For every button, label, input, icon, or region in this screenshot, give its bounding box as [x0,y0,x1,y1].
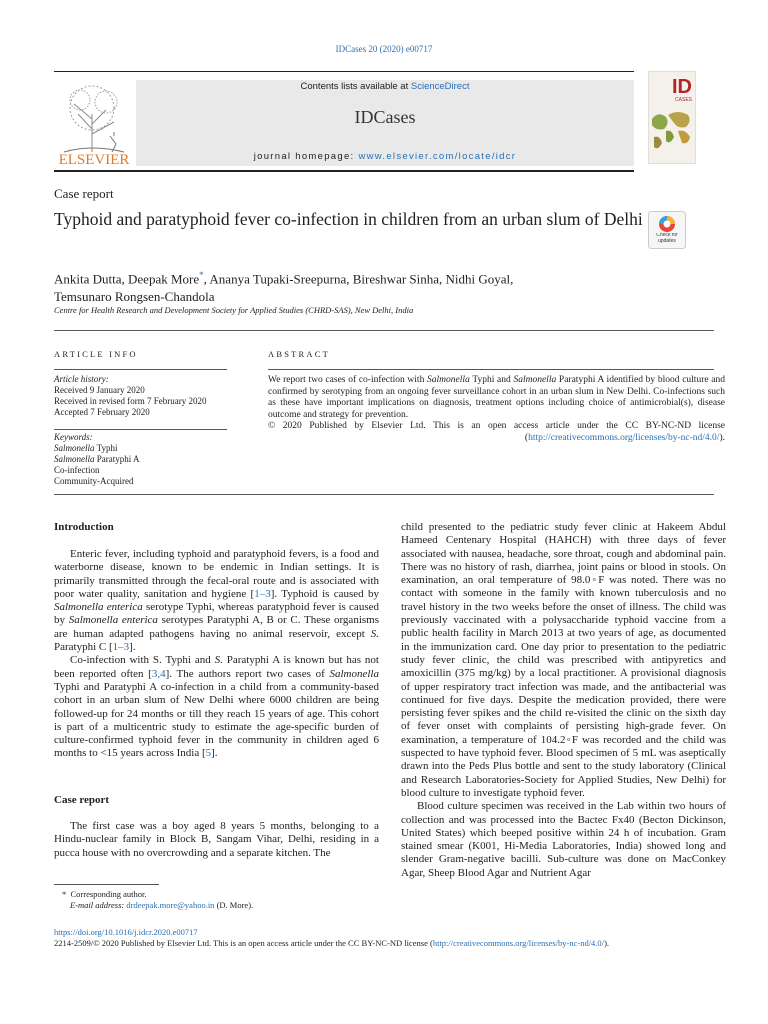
journal-homepage-link[interactable]: www.elsevier.com/locate/idcr [358,151,517,162]
check-for-updates-badge[interactable] [648,211,686,249]
journal-reference[interactable]: IDCases 20 (2020) e00717 [335,44,433,54]
citation-link[interactable]: 1–3 [254,587,271,600]
cover-id-text: ID [672,76,692,98]
divider [54,494,714,495]
article-info-heading: ARTICLE INFO [54,349,138,359]
masthead-bottom-rule [54,170,634,172]
divider [54,369,227,370]
doi-link[interactable]: https://doi.org/10.1016/j.idcr.2020.e00717 [54,927,198,937]
introduction-heading: Introduction [54,521,114,533]
elsevier-wordmark: ELSEVIER [58,152,130,166]
article-history: Article history: Received 9 January 2020 Received in revised form 7 February 2020 Accepted 7 February 2020 [54,374,207,417]
footer-license: 2214-2509/© 2020 Published by Elsevier Ltd. This is an open access article under the CC BY-NC-ND license (http://creativecommons.org/licenses/by-nc-nd/4.0/). [54,938,610,948]
introduction-body: Enteric fever, including typhoid and paratyphoid fevers, is a food and waterborne disease, known to be endemic in Indian settings. It is primarily transmitted through the fecal-oral route and is associated with poor water quality, sanitation and hygiene [1–3]. Typhoid is caused by Salmonella enterica serotype Typhi, whereas paratyphoid fever is caused by Salmonella enterica serotypes Paratyphi A, B or C. These organisms are human adapted pathogens having no animal reservoir, except S. Paratyphi C [1–3]. Co-infection with S. Typhi and S. Paratyphi A is known but has not been reported often [3,4]. The authors report two cases of Salmonella Typhi and Paratyphi A co-infection in a child from a community-based cohort in an urban slum of New Delhi where 6000 children are being followed-up for 24 months or till they reach 15 years of age. This cohort is part of a multicentric study to estimate the age-specific burden of culture-confirmed typhoid fever in the community in children aged 6 months to <15 years across India [5]. [54,548,379,760]
divider [54,330,714,331]
case-report-body: The first case was a boy aged 8 years 5 months, belonging to a Hindu-nuclear family in Block B, Sangam Vihar, Delhi, residing in a pucca house with no overcrowding and a separate kitchen. The [54,820,379,859]
divider [54,429,227,430]
author-list: Ankita Dutta, Deepak More*, Ananya Tupaki-Sreepurna, Bireshwar Sinha, Nidhi Goyal, Temsunaro Rongsen-Chandola [54,270,514,305]
article-title: Typhoid and paratyphoid fever co-infection in children from an urban slum of Delhi [54,209,643,229]
citation-link[interactable]: 1–3 [112,641,130,654]
footer-license-link[interactable]: http://creativecommons.org/licenses/by-nc-nd/4.0/ [432,938,605,948]
sciencedirect-link[interactable]: ScienceDirect [410,81,470,92]
keyword: Community-Acquired [54,476,134,486]
corresponding-author-mark[interactable]: * [199,270,204,280]
abstract-body: We report two cases of co-infection with Salmonella Typhi and Salmonella Paratyphi A identified by blood culture and confirmed by serotyping from an ongoing fever surveillance cohort in an urban slum in New Delhi. Co-infections such as these have important implications on diagnosis, treatment options including choice of antimicrobial(s), disease outcome and strategy for prevention. © 2020 Published by Elsevier Ltd. This is an open access article under the CC BY-NC-ND license (http://creativecommons.org/licenses/by-nc-nd/4.0/). [268,375,725,443]
keyword: Salmonella Typhi [54,443,118,453]
journal-name: IDCases [354,107,416,127]
footnote-divider [54,884,159,885]
keyword: Salmonella Paratyphi A [54,454,140,464]
case-report-continued: child presented to the pediatric study fever clinic at Hakeem Abdul Hameed Centenary Hospital (HAHCH) with three days of fever associated with nausea, headache, sore throat, cough and abdominal pain. There was no history of rash, diarrhea, joint pains or blood in stools. On examination, an oral temperature of 98.0◦F was noted. There was no contact with someone in the family with known tuberculosis and no travel history in the two weeks before the onset of illness. The child was previously vaccinated with a polysaccharide typhoid vaccine from a public health facility in March 2013 at two years of age, as documented in the immunization card. One day prior to presentation to the pediatric study fever clinic, the child was prescribed with antipyretics and amoxicillin (375 mg/kg) by a local practitioner. A provisional diagnosis of upper respiratory tract infection was made, and the antibacterial was continued for five days. Despite the medication provided, there were persisting fever spikes and the child re-visited the clinic on the sixth day of fever onset with complaints of persisting high-grade fever. On examination, a temperature of 104.2◦F was recorded and the child was suspected to have typhoid fever. Blood specimen of 5 mL was aseptically drawn into the Peds Plus bottle and sent to the study laboratory (Clinical and Research Laboratories-Society for Applied Studies, New Delhi) for blood culture to investigate typhoid fever. Blood culture specimen was received in the Lab within two hours of collection and was processed into the Bactec Fx40 (Becton Dickinson, United States) which beeped positive within 24 h of incubation. Gram stained smear (K001, Hi-Media Laboratories, India) showed long and slender Gram-negative bacilli. Sub-culture was done on MacConkey Agar, Sheep Blood Agar and Nutrient Agar [401,521,726,879]
check-for-updates-text: Check for updates [656,233,678,244]
abstract-license-link[interactable]: http://creativecommons.org/licenses/by-nc-nd/4.0/ [528,432,720,443]
author-email-link[interactable]: drdeepak.more@yahoo.in [126,900,215,910]
masthead-top-rule [54,71,634,72]
affiliation: Centre for Health Research and Development Society for Applied Studies (CHRD-SAS), New Delhi, India [54,305,414,315]
article-type: Case report [54,186,114,201]
abstract-heading: ABSTRACT [268,349,330,359]
keyword: Co-infection [54,465,100,475]
elsevier-logo [54,74,134,166]
journal-homepage-line: journal homepage: www.elsevier.com/locate/idcr [253,151,517,162]
citation-link[interactable]: 3,4 [151,667,166,680]
case-report-heading: Case report [54,794,110,806]
corresponding-author-footnote: * Corresponding author. E-mail address: drdeepak.more@yahoo.in (D. More). [62,889,254,910]
cover-cases-text: CASES [675,97,692,103]
contents-line: Contents lists available at ScienceDirect [300,81,470,92]
divider [268,369,714,370]
keywords: Keywords: Salmonella Typhi Salmonella Paratyphi A Co-infection Community-Acquired [54,432,229,487]
journal-cover-image [648,71,696,164]
citation-link[interactable]: 5 [205,747,212,760]
